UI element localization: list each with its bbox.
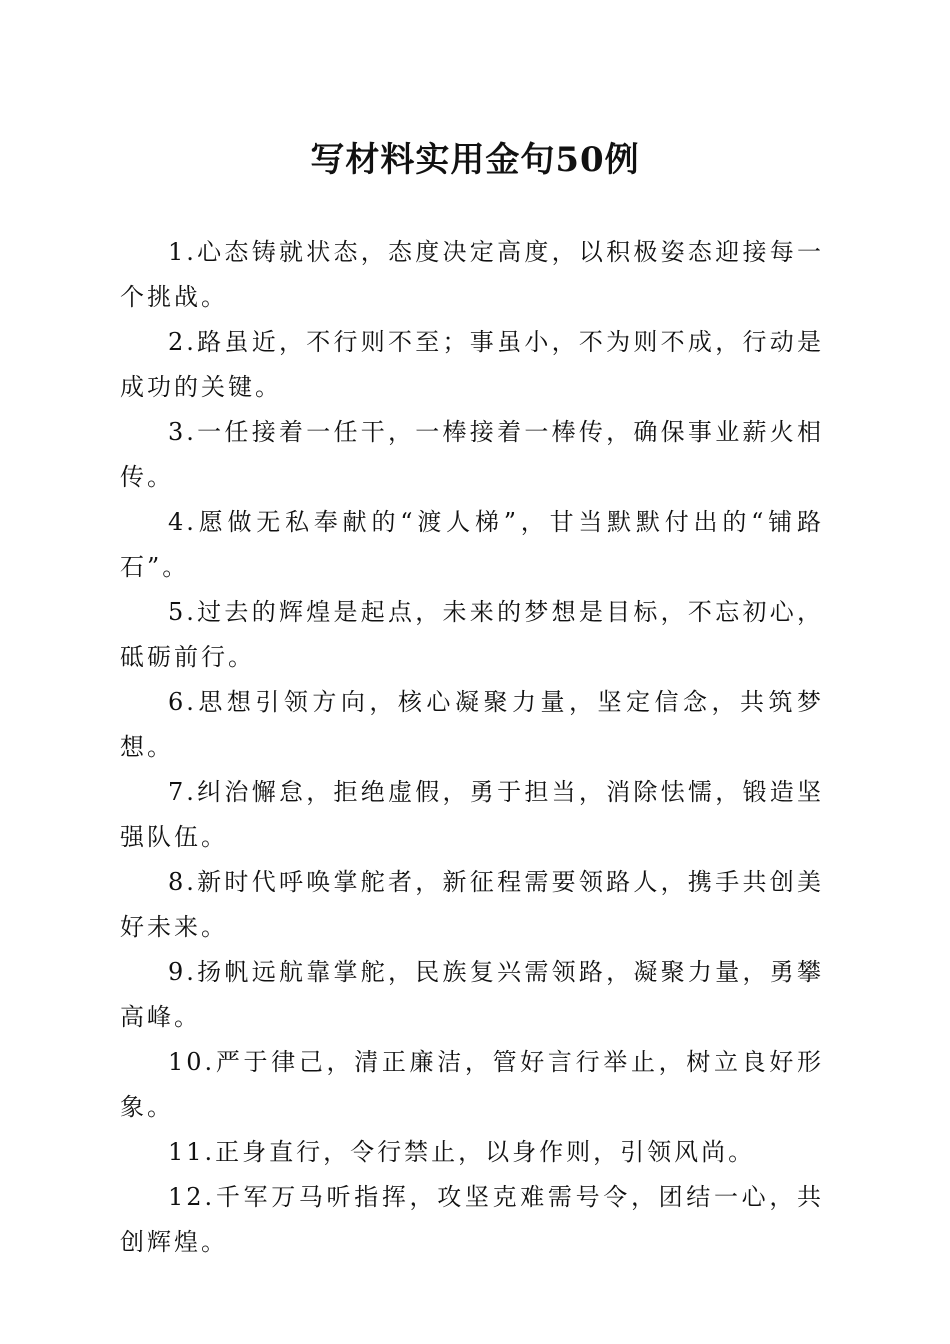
paragraph-11: 11.正身直行，令行禁止，以身作则，引领风尚。 (168, 1138, 756, 1166)
paragraph-12: 12.千军万马听指挥，攻坚克难需号令，团结一心，共创辉煌。 (120, 1183, 824, 1256)
paragraph-3: 3.一任接着一任干，一棒接着一棒传，确保事业薪火相传。 (120, 418, 824, 491)
paragraph-10: 10.严于律己，清正廉洁，管好言行举止，树立良好形象。 (120, 1048, 824, 1121)
paragraph-9: 9.扬帆远航靠掌舵，民族复兴需领路，凝聚力量，勇攀高峰。 (120, 958, 824, 1031)
paragraph-8: 8.新时代呼唤掌舵者，新征程需要领路人，携手共创美好未来。 (120, 868, 824, 941)
paragraph-4: 4.愿做无私奉献的“渡人梯”，甘当默默付出的“铺路石”。 (120, 508, 824, 581)
paragraph-7: 7.纠治懈怠，拒绝虚假，勇于担当，消除怯懦，锻造坚强队伍。 (120, 778, 824, 851)
paragraph-2: 2.路虽近，不行则不至；事虽小，不为则不成，行动是成功的关键。 (120, 328, 824, 401)
paragraph-6: 6.思想引领方向，核心凝聚力量，坚定信念，共筑梦想。 (120, 688, 824, 761)
document-title: 写材料实用金句50例 (310, 140, 640, 180)
paragraph-5: 5.过去的辉煌是起点，未来的梦想是目标，不忘初心，砥砺前行。 (120, 598, 824, 671)
paragraph-1: 1.心态铸就状态，态度决定高度，以积极姿态迎接每一个挑战。 (120, 238, 824, 311)
document-body (120, 230, 824, 1265)
